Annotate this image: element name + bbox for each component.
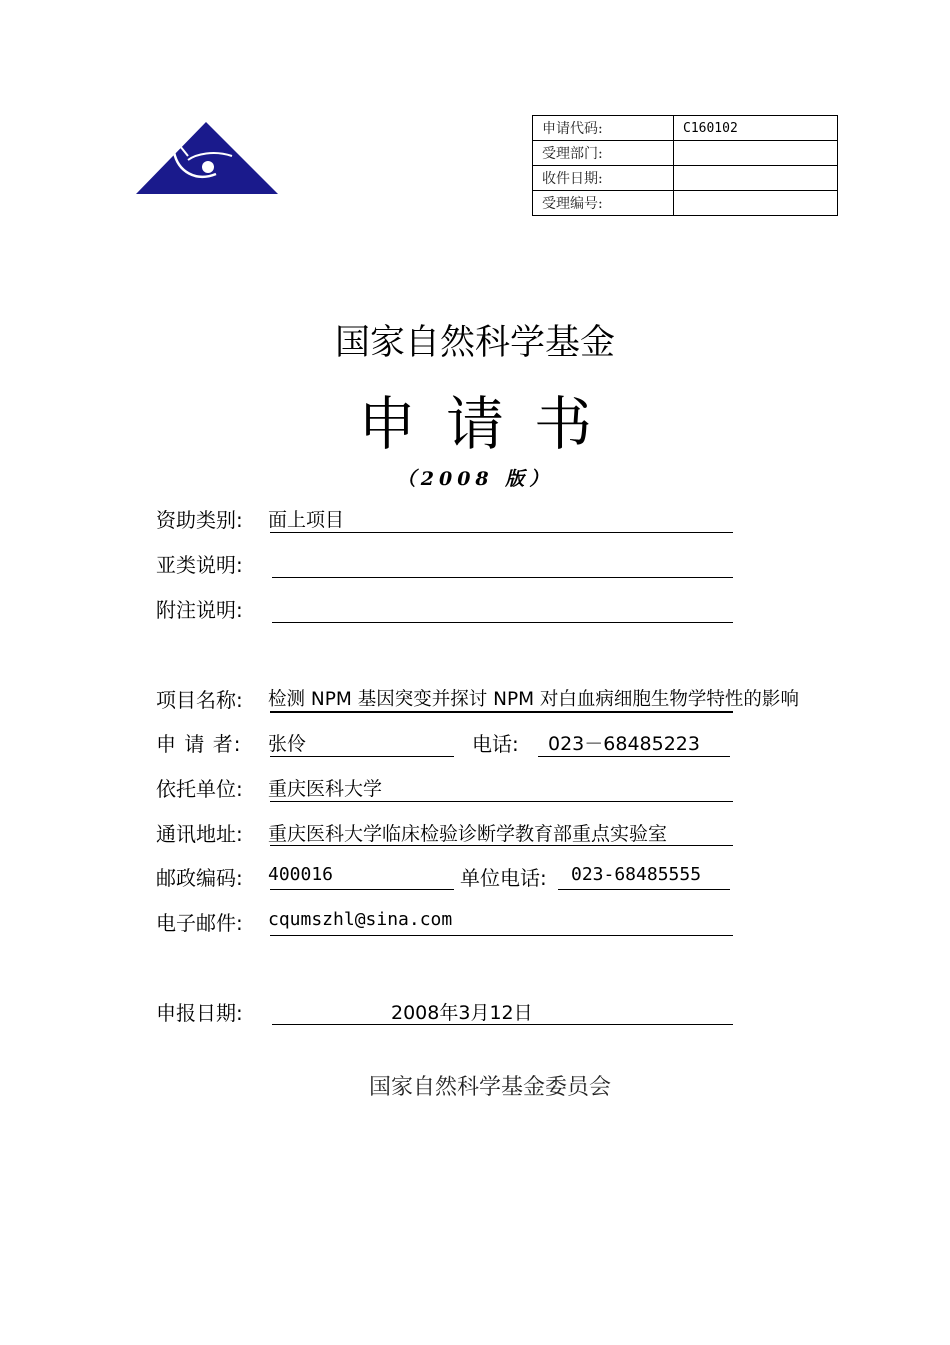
date-value: 2008年3月12日 bbox=[391, 1002, 533, 1024]
institution-value: 重庆医科大学 bbox=[268, 778, 383, 800]
note-underline bbox=[272, 622, 733, 623]
admin-value bbox=[674, 191, 838, 216]
unit-phone-label: 单位电话: bbox=[460, 866, 547, 890]
admin-value: C160102 bbox=[674, 116, 838, 141]
address-label: 通讯地址: bbox=[156, 822, 243, 846]
email-underline bbox=[270, 935, 733, 936]
edition-label: （2008 版） bbox=[396, 468, 554, 490]
admin-label: 收件日期: bbox=[533, 166, 674, 191]
phone-label: 电话: bbox=[472, 732, 519, 756]
institution-underline bbox=[270, 801, 733, 802]
applicant-value: 张伶 bbox=[268, 733, 307, 755]
project-name-label: 项目名称: bbox=[156, 688, 243, 712]
category-label: 资助类别: bbox=[156, 508, 243, 532]
category-value: 面上项目 bbox=[268, 509, 345, 531]
table-row bbox=[533, 116, 838, 141]
table-row bbox=[533, 191, 838, 216]
project-name-value: 检测 NPM 基因突变并探讨 NPM 对白血病细胞生物学特性的影响 bbox=[268, 689, 799, 710]
category-underline bbox=[270, 532, 733, 533]
admin-info-table bbox=[532, 115, 838, 216]
document-title: 申请书 bbox=[357, 390, 622, 458]
unit-phone-underline bbox=[558, 889, 730, 890]
project-name-underline bbox=[270, 711, 733, 713]
address-underline bbox=[270, 845, 733, 846]
admin-label: 受理部门: bbox=[533, 141, 674, 166]
applicant-underline bbox=[270, 756, 454, 757]
applicant-label: 申 请 者: bbox=[156, 732, 242, 756]
subcategory-underline bbox=[272, 577, 733, 578]
address-value: 重庆医科大学临床检验诊断学教育部重点实验室 bbox=[268, 823, 668, 845]
admin-value bbox=[674, 166, 838, 191]
admin-label: 申请代码: bbox=[533, 116, 674, 141]
phone-underline bbox=[538, 756, 730, 757]
subcategory-label: 亚类说明: bbox=[156, 553, 243, 577]
table-row bbox=[533, 141, 838, 166]
postcode-underline bbox=[270, 889, 454, 890]
note-label: 附注说明: bbox=[156, 598, 243, 622]
footer-org: 国家自然科学基金委员会 bbox=[368, 1075, 611, 1100]
email-label: 电子邮件: bbox=[156, 911, 243, 935]
org-title: 国家自然科学基金 bbox=[334, 323, 615, 363]
institution-label: 依托单位: bbox=[156, 777, 243, 801]
table-row bbox=[533, 166, 838, 191]
date-label: 申报日期: bbox=[156, 1001, 243, 1025]
postcode-label: 邮政编码: bbox=[156, 866, 243, 890]
postcode-value: 400016 bbox=[268, 864, 334, 885]
date-underline bbox=[272, 1024, 733, 1025]
email-value: cqumszhl@sina.com bbox=[268, 909, 453, 930]
admin-value bbox=[674, 141, 838, 166]
unit-phone-value: 023-68485555 bbox=[571, 864, 702, 885]
admin-label: 受理编号: bbox=[533, 191, 674, 216]
phone-value: 023－68485223 bbox=[548, 733, 700, 755]
nsfc-logo-icon bbox=[136, 122, 278, 194]
